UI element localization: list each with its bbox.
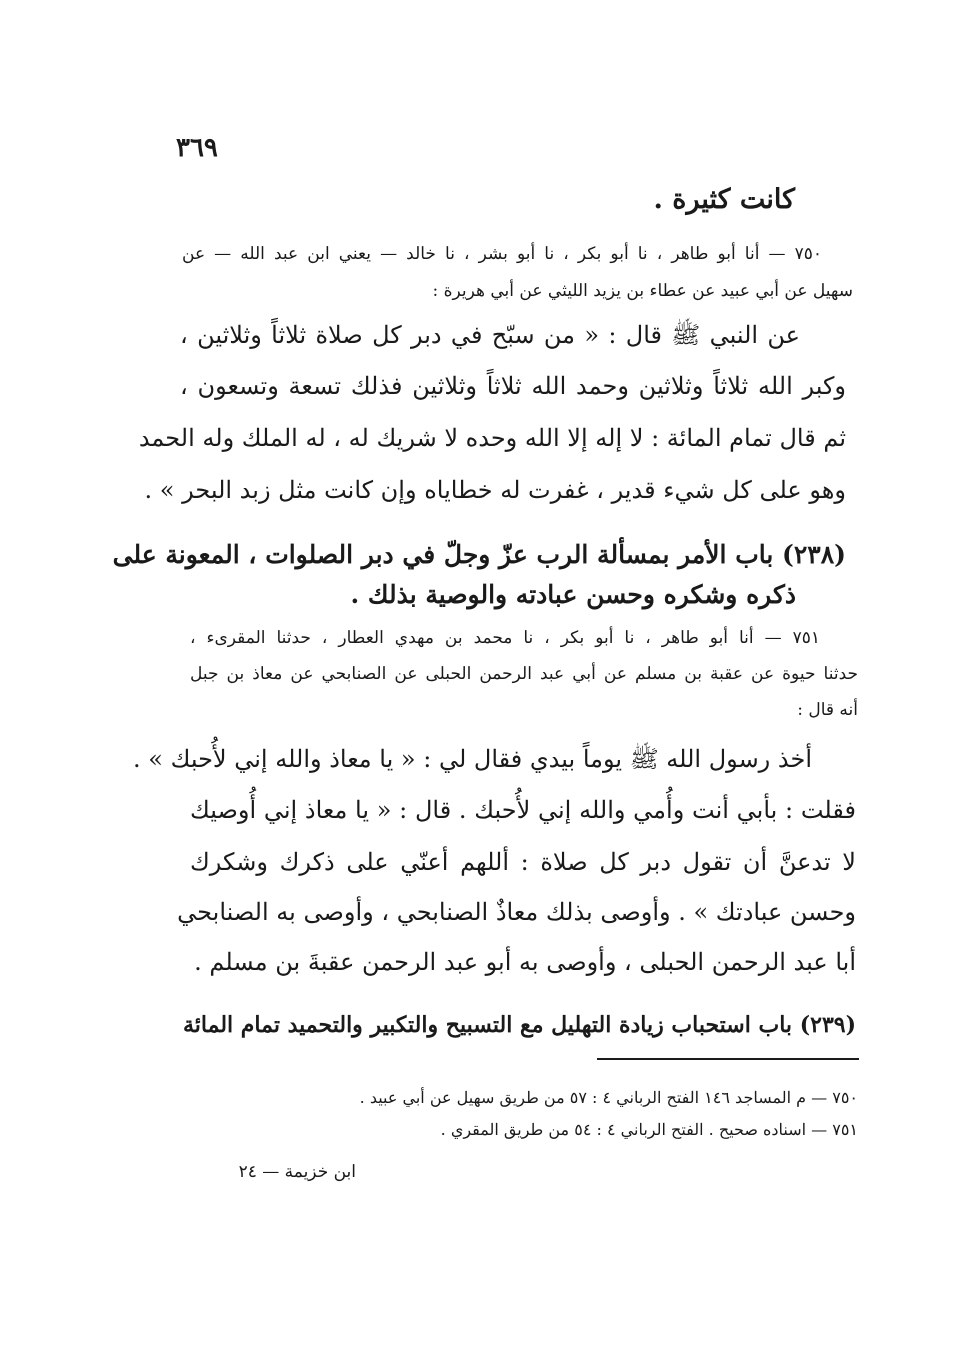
hadith-751-isnad-line: ٧٥١ — أنا أبو طاهر ، نا أبو بكر ، نا محمد بن مهدي العطار ، حدثنا المقرىء ، <box>190 628 820 648</box>
hadith-751-matn-line: أخذ رسول الله ﷺ يوماً بيدي فقال لي : « يا معاذ والله إني لأُحبك » . <box>133 745 812 773</box>
hadith-751-matn-line: فقلت : بأبي أنت وأُمي والله إني لأُحبك . قال : « يا معاذ إني أُوصيك <box>190 796 856 824</box>
chapter-239-title: (٢٣٩) باب استحباب زيادة التهليل مع التسبيح والتكبير والتحميد تمام المائة <box>182 1012 856 1038</box>
footnote-751: ٧٥١ — اسناده صحيح . الفتح الرباني ٤ : ٥٤ من طريق المقري . <box>440 1120 858 1139</box>
continuation-text: كانت كثيرة . <box>653 184 795 215</box>
footer-signature: ابن خزيمة — ٢٤ <box>238 1162 356 1182</box>
hadith-750-matn-line: وهو على كل شيء قدير ، غفرت له خطاياه وإن كانت مثل زبد البحر » . <box>144 476 846 504</box>
hadith-750-isnad-line: سهيل عن أبي عبيد عن عطاء بن يزيد الليثي عن أبي هريرة : <box>432 281 853 301</box>
chapter-238-title: ذكره وشكره وحسن عبادته والوصية بذلك . <box>350 580 796 609</box>
footnote-750: ٧٥٠ — م المساجد ١٤٦ الفتح الرباني ٤ : ٥٧ من طريق سهيل عن أبي عبيد . <box>359 1088 858 1107</box>
hadith-751-isnad-line: أنه قال : <box>797 700 858 720</box>
chapter-238-title: (٢٣٨) باب الأمر بمسألة الرب عزّ وجلّ في دبر الصلوات ، المعونة على <box>112 540 846 569</box>
hadith-751-matn-line: وحسن عبادتك » . وأوصى بذلك معاذٌ الصنابحي ، وأوصى به الصنابحي <box>177 898 856 926</box>
page-number: ٣٦٩ <box>176 133 218 163</box>
hadith-750-matn-line: ثم قال تمام المائة : لا إله إلا الله وحده لا شريك له ، له الملك وله الحمد <box>138 424 846 452</box>
footnote-divider <box>597 1058 859 1060</box>
hadith-751-matn-line: أبا عبد الرحمن الحبلى ، وأوصى به أبو عبد الرحمن عقبةَ بن مسلم . <box>194 948 856 976</box>
hadith-750-matn-line: عن النبي ﷺ قال : « من سبّح في دبر كل صلاة ثلاثاً وثلاثين ، <box>180 321 800 349</box>
hadith-751-isnad-line: حدثنا حيوة عن عقبة بن مسلم عن أبي عبد الرحمن الحبلى عن الصنابحي عن معاذ بن جبل <box>190 664 858 684</box>
hadith-750-matn-line: وكبر الله ثلاثاً وثلاثين وحمد الله ثلاثاً وثلاثين فذلك تسعة وتسعون ، <box>180 372 846 400</box>
hadith-751-matn-line: لا تدعنَّ أن تقول دبر كل صلاة : أللهم أعنّي على ذكرك وشكرك <box>190 848 856 876</box>
hadith-750-isnad-line: ٧٥٠ — أنا أبو طاهر ، نا أبو بكر ، نا أبو بشر ، نا خالد — يعني ابن عبد الله — عن <box>182 244 822 264</box>
